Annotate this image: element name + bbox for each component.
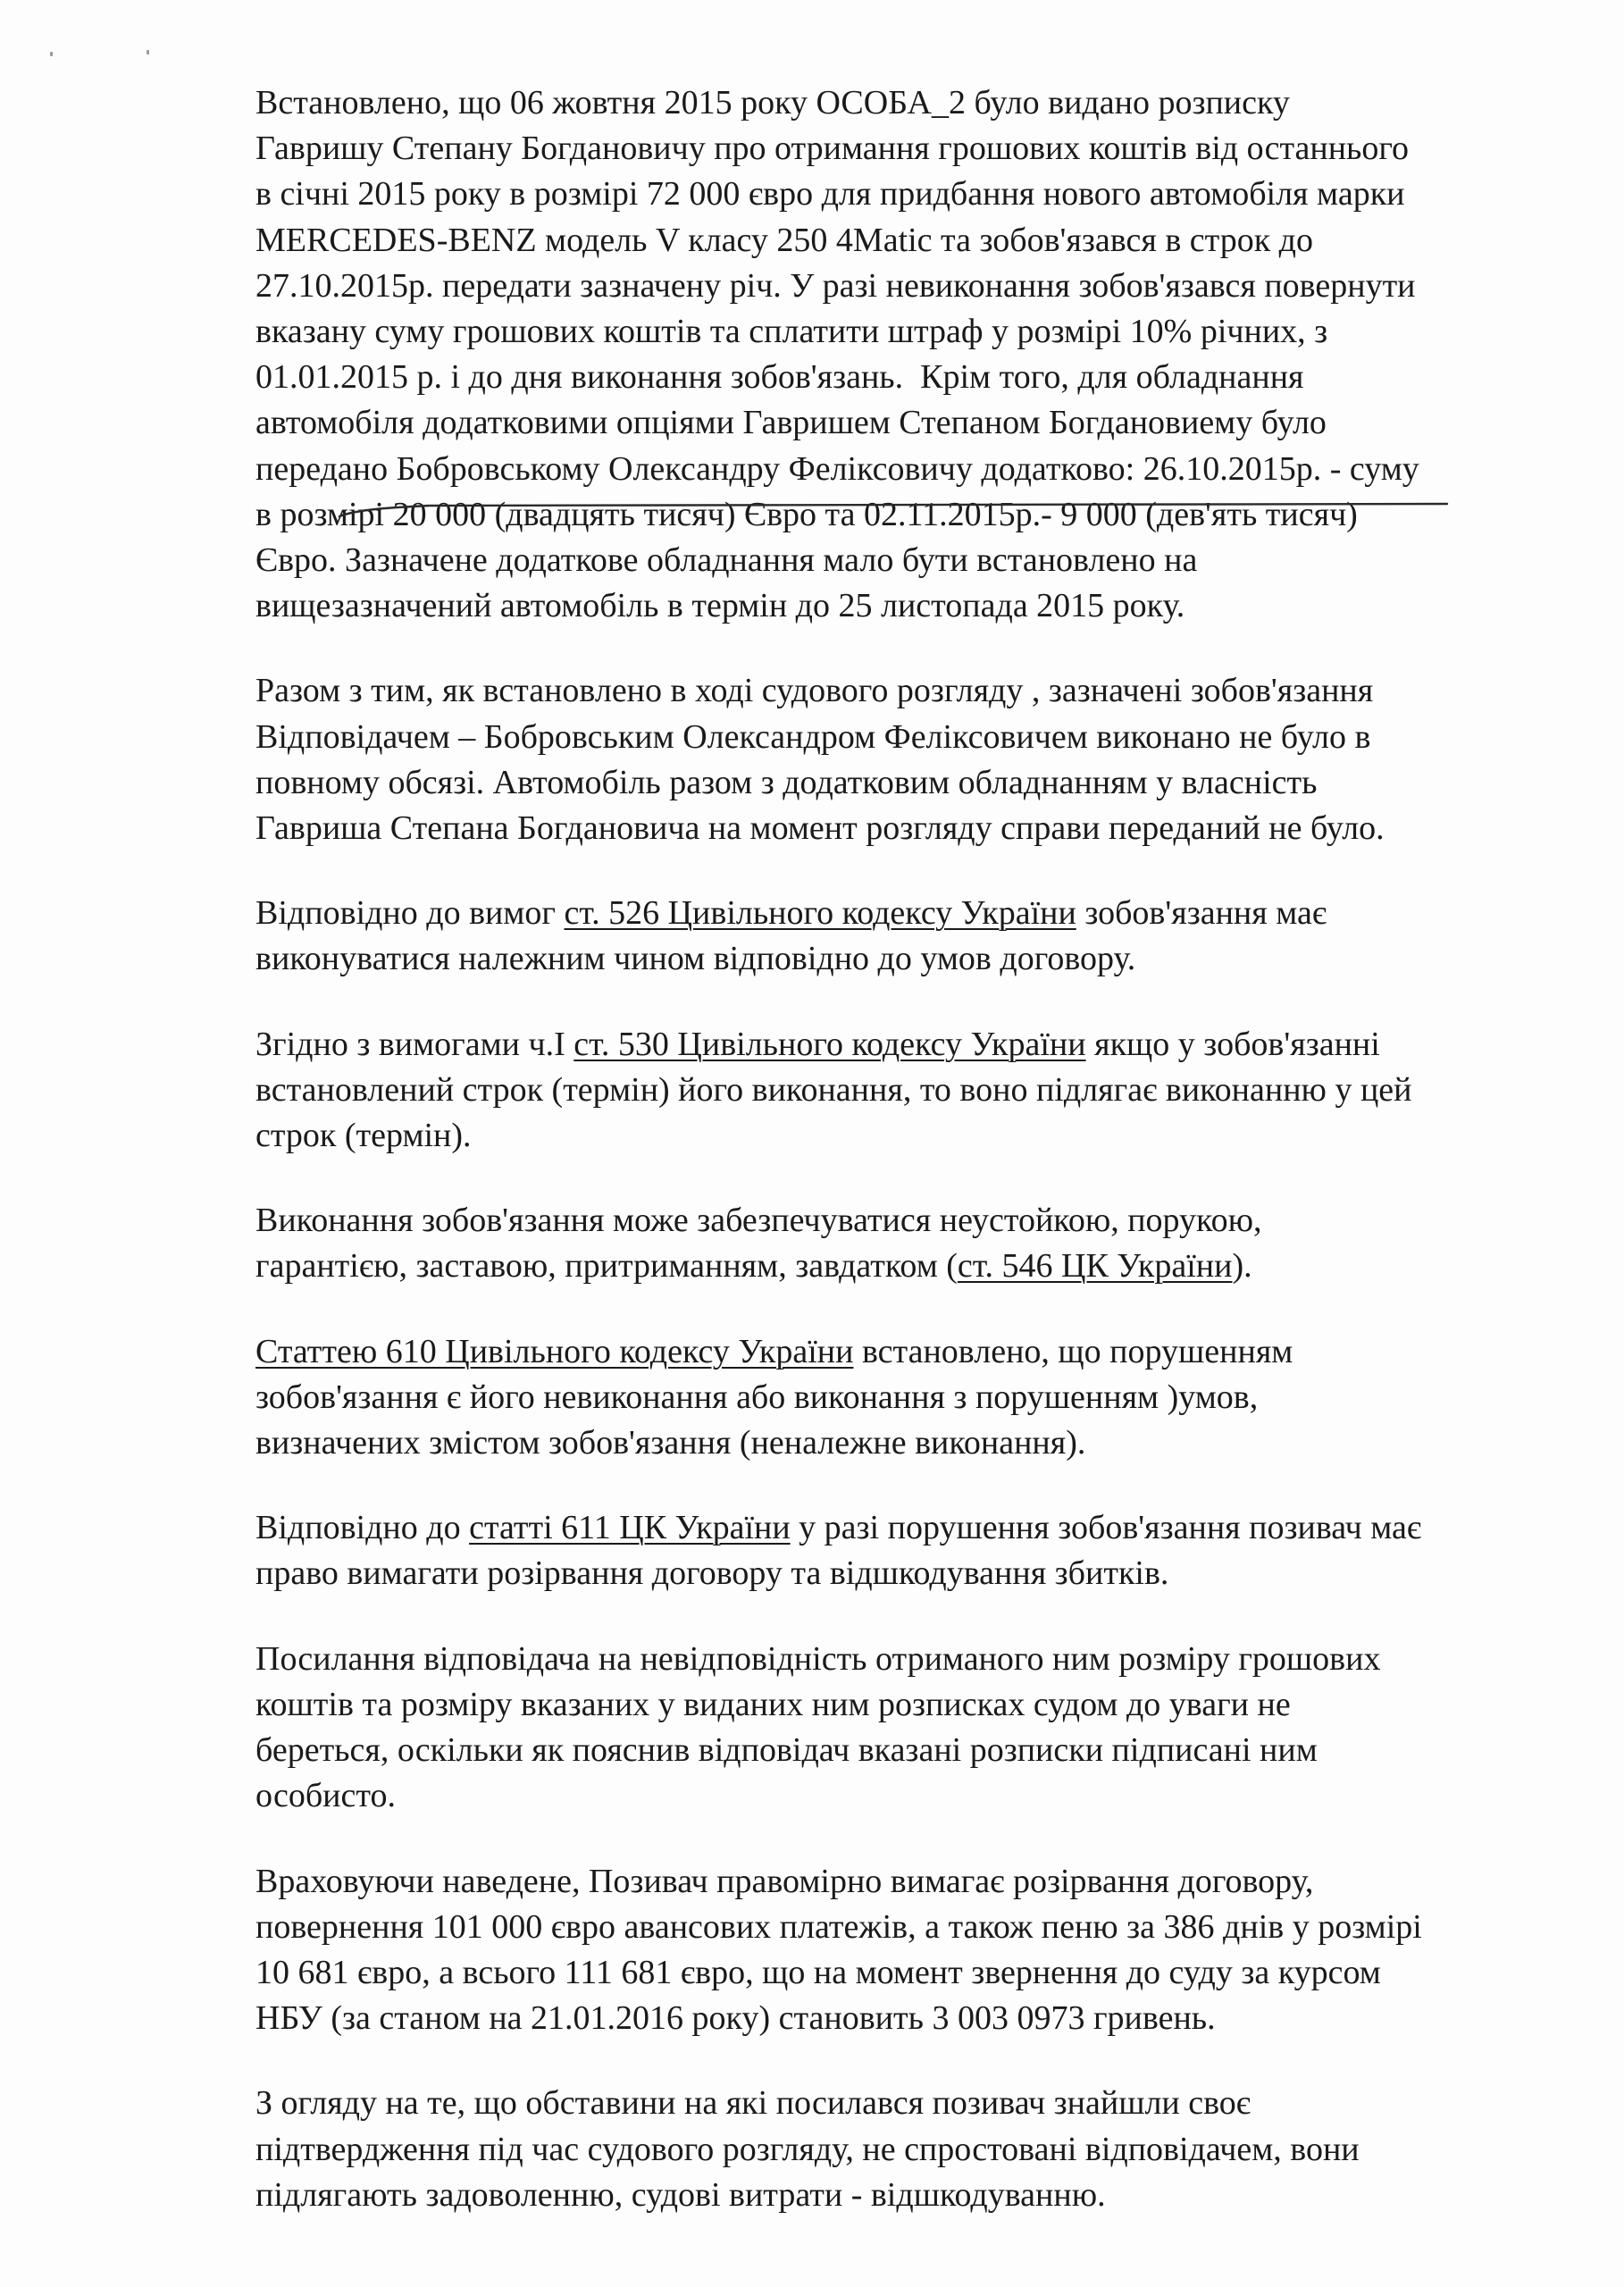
text-line: зобов'язання є його невиконання або виконання з порушенням )умов,: [255, 1378, 1259, 1416]
text-line: [255, 1505, 1470, 1551]
text-line: [255, 1022, 1470, 1068]
paragraph-3: [255, 891, 1470, 982]
text-segment: встановлено, що порушенням: [853, 1332, 1293, 1370]
paragraph-8: [255, 1637, 1470, 1820]
text-line: вищезазначений автомобіль в термін до 25 листопада 2015 року.: [255, 587, 1185, 625]
text-line: Враховуючи наведене, Позивач правомірно вимагає розірвання договору,: [255, 1862, 1314, 1900]
text-line: підтвердження під час судового розгляду, не спростовані відповідачем, вони: [255, 2130, 1360, 2168]
paragraph-5: [255, 1198, 1470, 1289]
scan-speck: [50, 52, 53, 56]
law-reference-link[interactable]: статті 611 ЦК України: [469, 1509, 791, 1547]
text-line: вказану суму грошових коштів та сплатити штраф у розмірі 10% річних, з: [255, 313, 1328, 351]
text-line: [255, 1329, 1470, 1375]
text-line: в розмірі 20 000 (двадцять тисяч) Євро та 02.11.2015р.- 9 000 (дев'ять тисяч): [255, 495, 1358, 533]
text-line: повернення 101 000 євро авансових платежів, а також пеню за 386 днів у розмірі: [255, 1907, 1422, 1946]
text-line: підлягають задоволенню, судові витрати - відшкодуванню.: [255, 2175, 1106, 2214]
text-segment: Відповідно до: [255, 1509, 470, 1547]
paragraph-10: [255, 2081, 1470, 2218]
scan-specks: [46, 46, 172, 64]
text-line: Разом з тим, як встановлено в ході судового розгляду , зазначені зобов'язання: [255, 672, 1374, 710]
text-line: [255, 1244, 1470, 1289]
text-line: Гавриша Степана Богдановича на момент розгляду справи переданий не було.: [255, 809, 1385, 848]
text-line: Гавришу Степану Богдановичу про отримання грошових коштів від останнього: [255, 130, 1410, 168]
text-line: [255, 891, 1470, 936]
text-line: Відповідачем – Бобровським Олександром Феліксовичем виконано не було в: [255, 717, 1371, 756]
text-line: автомобіля додатковими опціями Гавришем Степаном Богдановиему було: [255, 404, 1327, 442]
text-segment: зобов'язання має: [1076, 894, 1327, 933]
text-line: в січні 2015 року в розмірі 72 000 євро для придбання нового автомобіля марки: [255, 175, 1405, 214]
paragraph-7: [255, 1505, 1470, 1596]
text-line: Євро. Зазначене додаткове обладнання мало бути встановлено на: [255, 541, 1198, 580]
text-line: коштів та розміру вказаних у виданих ним розписках судом до уваги не: [255, 1685, 1291, 1723]
law-reference-link[interactable]: ст. 526 Цивільного кодексу України: [564, 894, 1076, 933]
text-line: MERCEDES-BENZ модель V класу 250 4Matic та зобов'язався в строк до: [255, 221, 1313, 259]
text-segment: якщо у зобов'язанні: [1085, 1025, 1380, 1063]
text-segment: Відповідно до вимог: [255, 894, 565, 933]
text-line: Посилання відповідача на невідповідність отриманого ним розміру грошових: [255, 1639, 1381, 1678]
text-line: 27.10.2015р. передати зазначену річ. У разі невиконання зобов'язався повернути: [255, 266, 1416, 305]
law-reference-link[interactable]: ст. 546 ЦК України: [957, 1247, 1233, 1286]
law-reference-link[interactable]: Статтею 610 Цивільного кодексу України: [255, 1332, 854, 1370]
text-line: встановлений строк (термін) його виконання, то воно підлягає виконанню у цей: [255, 1070, 1412, 1109]
text-line: 10 681 євро, а всього 111 681 євро, що на момент звернення до суду за курсом: [255, 1953, 1381, 1991]
text-segment: гарантією, заставою, притриманням, завдатком (: [255, 1247, 958, 1286]
text-line: право вимагати розірвання договору та відшкодування збитків.: [255, 1554, 1169, 1593]
paragraph-1: [255, 80, 1470, 629]
text-line: повному обсязі. Автомобіль разом з додатковим обладнанням у власність: [255, 763, 1318, 801]
paragraph-6: [255, 1329, 1470, 1467]
paragraph-4: [255, 1022, 1470, 1160]
text-line: передано Бобровському Олександру Феліксовичу додатково: 26.10.2015р. - суму: [255, 449, 1419, 488]
paragraph-2: [255, 668, 1470, 851]
text-line: 01.01.2015 р. і до дня виконання зобов'язань. Крім того, для обладнання: [255, 358, 1304, 397]
text-line: Встановлено, що 06 жовтня 2015 року ОСОБА_2 було видано розписку: [255, 84, 1290, 121]
text-segment: у разі порушення зобов'язання позивач має: [790, 1509, 1422, 1547]
paragraph-9: [255, 1859, 1470, 2042]
scan-speck: [146, 50, 149, 54]
text-line: НБУ (за станом на 21.01.2016 року) становить 3 003 0973 гривень.: [255, 1999, 1216, 2038]
text-line: особисто.: [255, 1777, 396, 1815]
text-line: З огляду на те, що обставини на які посилався позивач знайшли своє: [255, 2084, 1251, 2123]
document-body: [255, 80, 1470, 2258]
law-reference-link[interactable]: ст. 530 Цивільного кодексу України: [573, 1025, 1086, 1063]
text-line: виконуватися належним чином відповідно до умов договору.: [255, 940, 1136, 978]
text-segment: ).: [1232, 1247, 1252, 1286]
text-line: строк (термін).: [255, 1117, 472, 1155]
text-segment: Згідно з вимогами ч.І: [255, 1025, 574, 1063]
text-line: Виконання зобов'язання може забезпечуватися неустойкою, порукою,: [255, 1202, 1262, 1240]
text-line: береться, оскільки як пояснив відповідач вказані розписки підписані ним: [255, 1731, 1318, 1770]
text-line: визначених змістом зобов'язання (неналежне виконання).: [255, 1424, 1086, 1462]
